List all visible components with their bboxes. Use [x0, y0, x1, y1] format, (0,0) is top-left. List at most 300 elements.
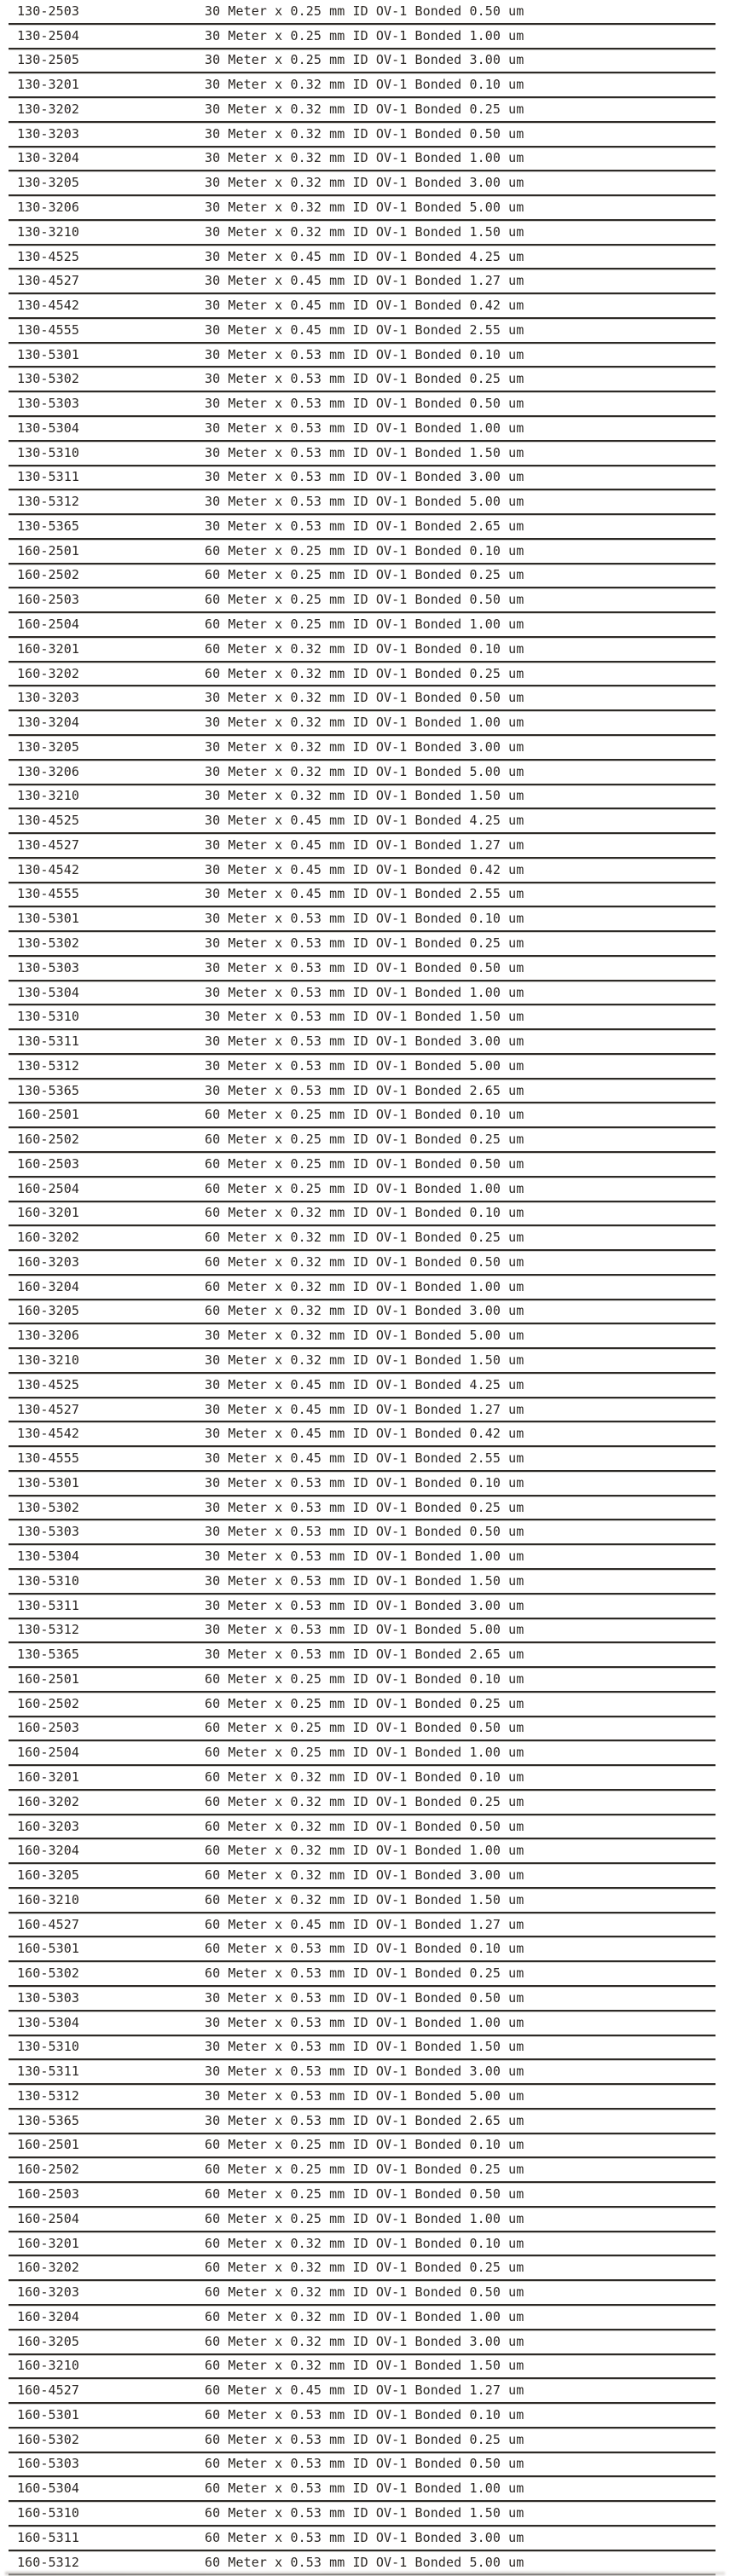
table-row	[9, 246, 716, 270]
description-cell: 30 Meter x 0.53 mm ID OV-1 Bonded 5.00 um	[205, 1622, 524, 1638]
part-number-cell: 160-2501	[17, 1107, 80, 1123]
description-cell: 60 Meter x 0.32 mm ID OV-1 Bonded 0.10 um	[205, 1769, 524, 1785]
description-cell: 30 Meter x 0.53 mm ID OV-1 Bonded 1.00 um	[205, 2014, 524, 2030]
description-cell: 30 Meter x 0.32 mm ID OV-1 Bonded 5.00 um	[205, 1328, 524, 1344]
description-cell: 30 Meter x 0.45 mm ID OV-1 Bonded 2.55 um	[205, 1450, 524, 1467]
description-cell: 30 Meter x 0.45 mm ID OV-1 Bonded 4.25 um	[205, 813, 524, 829]
table-row	[9, 1545, 716, 1570]
part-number-cell: 130-5312	[17, 1622, 80, 1638]
table-row	[9, 368, 716, 392]
table-row	[9, 1030, 716, 1055]
description-cell: 30 Meter x 0.25 mm ID OV-1 Bonded 1.00 um	[205, 27, 524, 43]
description-cell: 60 Meter x 0.25 mm ID OV-1 Bonded 1.00 um	[205, 1745, 524, 1761]
table-row	[9, 785, 716, 810]
part-number-cell: 130-3210	[17, 223, 80, 240]
table-row	[9, 1128, 716, 1153]
part-number-cell: 160-2504	[17, 617, 80, 633]
description-cell: 30 Meter x 0.53 mm ID OV-1 Bonded 0.50 um	[205, 1989, 524, 2006]
table-row	[9, 1987, 716, 2012]
part-number-cell: 160-3201	[17, 640, 80, 657]
part-number-cell: 130-5312	[17, 494, 80, 510]
table-row	[9, 1422, 716, 1447]
part-number-cell: 160-3202	[17, 2260, 80, 2276]
description-cell: 60 Meter x 0.32 mm ID OV-1 Bonded 0.50 um	[205, 1253, 524, 1270]
description-cell: 30 Meter x 0.53 mm ID OV-1 Bonded 2.65 um	[205, 1647, 524, 1663]
description-cell: 30 Meter x 0.25 mm ID OV-1 Bonded 0.50 um	[205, 3, 524, 19]
table-row	[9, 1398, 716, 1423]
part-number-cell: 130-4542	[17, 861, 80, 877]
description-cell: 30 Meter x 0.53 mm ID OV-1 Bonded 0.25 um	[205, 1499, 524, 1515]
part-number-cell: 160-3210	[17, 2358, 80, 2374]
part-number-cell: 160-3202	[17, 665, 80, 681]
table-row	[9, 0, 716, 25]
part-number-cell: 130-5312	[17, 1057, 80, 1074]
description-cell: 30 Meter x 0.45 mm ID OV-1 Bonded 4.25 um	[205, 248, 524, 264]
description-cell: 30 Meter x 0.53 mm ID OV-1 Bonded 2.65 um	[205, 1082, 524, 1098]
description-cell: 60 Meter x 0.53 mm ID OV-1 Bonded 3.00 um	[205, 2529, 524, 2545]
description-cell: 30 Meter x 0.32 mm ID OV-1 Bonded 5.00 um	[205, 200, 524, 215]
price-table	[9, 0, 716, 2575]
description-cell: 30 Meter x 0.53 mm ID OV-1 Bonded 1.50 um	[205, 1009, 524, 1025]
description-cell: 60 Meter x 0.32 mm ID OV-1 Bonded 3.00 um	[205, 2333, 524, 2349]
description-cell: 60 Meter x 0.25 mm ID OV-1 Bonded 0.10 um	[205, 1670, 524, 1687]
description-cell: 30 Meter x 0.32 mm ID OV-1 Bonded 0.10 um	[205, 77, 524, 93]
part-number-cell: 130-5301	[17, 346, 80, 362]
part-number-cell: 160-3201	[17, 1769, 80, 1785]
part-number-cell: 160-2501	[17, 1670, 80, 1687]
table-row	[9, 2085, 716, 2110]
part-number-cell: 130-5311	[17, 1597, 80, 1613]
description-cell: 30 Meter x 0.32 mm ID OV-1 Bonded 1.00 um	[205, 715, 524, 731]
description-cell: 60 Meter x 0.53 mm ID OV-1 Bonded 1.00 um	[205, 2480, 524, 2497]
description-cell: 30 Meter x 0.53 mm ID OV-1 Bonded 5.00 um	[205, 494, 524, 510]
table-row	[9, 736, 716, 761]
table-row	[9, 196, 716, 221]
table-row	[9, 2060, 716, 2085]
table-row	[9, 761, 716, 785]
part-number-cell: 130-5304	[17, 420, 80, 436]
table-row	[9, 1864, 716, 1889]
part-number-cell: 130-5303	[17, 396, 80, 412]
part-number-cell: 130-4555	[17, 321, 80, 338]
description-cell: 30 Meter x 0.32 mm ID OV-1 Bonded 0.50 um	[205, 690, 524, 706]
description-cell: 60 Meter x 0.32 mm ID OV-1 Bonded 1.50 um	[205, 2358, 524, 2374]
description-cell: 60 Meter x 0.25 mm ID OV-1 Bonded 0.25 um	[205, 1132, 524, 1148]
table-row	[9, 2110, 716, 2134]
description-cell: 30 Meter x 0.45 mm ID OV-1 Bonded 0.42 um	[205, 298, 524, 314]
part-number-cell: 130-3203	[17, 690, 80, 706]
part-number-cell: 130-5301	[17, 1474, 80, 1491]
part-number-cell: 160-3201	[17, 2235, 80, 2251]
part-number-cell: 160-5301	[17, 1941, 80, 1957]
scan-edge-artifact	[5, 2572, 725, 2575]
part-number-cell: 130-4525	[17, 813, 80, 829]
part-number-cell: 130-5310	[17, 2039, 80, 2055]
part-number-cell: 130-3210	[17, 1352, 80, 1368]
table-row	[9, 540, 716, 564]
table-row	[9, 834, 716, 859]
table-row	[9, 2256, 716, 2281]
part-number-cell: 130-5304	[17, 1548, 80, 1565]
description-cell: 30 Meter x 0.53 mm ID OV-1 Bonded 1.00 um	[205, 420, 524, 436]
part-number-cell: 130-5311	[17, 2064, 80, 2080]
part-number-cell: 130-4525	[17, 248, 80, 264]
description-cell: 60 Meter x 0.32 mm ID OV-1 Bonded 0.50 um	[205, 1818, 524, 1834]
part-number-cell: 130-3203	[17, 125, 80, 142]
description-cell: 60 Meter x 0.32 mm ID OV-1 Bonded 0.10 um	[205, 640, 524, 657]
description-cell: 60 Meter x 0.25 mm ID OV-1 Bonded 0.25 um	[205, 567, 524, 583]
description-cell: 30 Meter x 0.53 mm ID OV-1 Bonded 2.65 um	[205, 518, 524, 534]
part-number-cell: 160-3205	[17, 2333, 80, 2349]
table-row	[9, 1496, 716, 1521]
part-number-cell: 160-5310	[17, 2504, 80, 2521]
part-number-cell: 130-5302	[17, 1499, 80, 1515]
description-cell: 30 Meter x 0.45 mm ID OV-1 Bonded 2.55 um	[205, 321, 524, 338]
description-cell: 30 Meter x 0.53 mm ID OV-1 Bonded 5.00 um	[205, 1057, 524, 1074]
table-row	[9, 123, 716, 148]
description-cell: 30 Meter x 0.32 mm ID OV-1 Bonded 3.00 um	[205, 175, 524, 191]
part-number-cell: 130-4542	[17, 298, 80, 314]
part-number-cell: 130-4527	[17, 836, 80, 853]
table-row	[9, 148, 716, 172]
table-row	[9, 1251, 716, 1276]
table-row	[9, 2134, 716, 2159]
table-row	[9, 907, 716, 932]
description-cell: 60 Meter x 0.32 mm ID OV-1 Bonded 0.10 um	[205, 2235, 524, 2251]
description-cell: 60 Meter x 0.32 mm ID OV-1 Bonded 1.00 um	[205, 1278, 524, 1294]
part-number-cell: 130-5365	[17, 518, 80, 534]
table-row	[9, 1178, 716, 1202]
table-row	[9, 588, 716, 613]
description-cell: 30 Meter x 0.53 mm ID OV-1 Bonded 0.25 um	[205, 371, 524, 387]
description-cell: 60 Meter x 0.25 mm ID OV-1 Bonded 0.50 um	[205, 2186, 524, 2203]
description-cell: 60 Meter x 0.25 mm ID OV-1 Bonded 1.00 um	[205, 2210, 524, 2226]
description-cell: 60 Meter x 0.25 mm ID OV-1 Bonded 0.25 um	[205, 1695, 524, 1711]
part-number-cell: 130-5304	[17, 984, 80, 1000]
table-row	[9, 98, 716, 123]
description-cell: 60 Meter x 0.32 mm ID OV-1 Bonded 0.25 um	[205, 2260, 524, 2276]
table-row	[9, 1570, 716, 1595]
table-row	[9, 981, 716, 1006]
description-cell: 30 Meter x 0.53 mm ID OV-1 Bonded 3.00 um	[205, 469, 524, 485]
part-number-cell: 130-3202	[17, 101, 80, 117]
part-number-cell: 160-2501	[17, 2137, 80, 2153]
part-number-cell: 130-5365	[17, 2112, 80, 2128]
part-number-cell: 160-2503	[17, 1720, 80, 1736]
description-cell: 60 Meter x 0.32 mm ID OV-1 Bonded 1.50 um	[205, 1891, 524, 1907]
description-cell: 30 Meter x 0.32 mm ID OV-1 Bonded 5.00 um	[205, 763, 524, 779]
part-number-cell: 160-5303	[17, 2456, 80, 2472]
table-row	[9, 1447, 716, 1472]
table-row	[9, 1080, 716, 1104]
part-number-cell: 160-3203	[17, 2284, 80, 2301]
part-number-cell: 160-5312	[17, 2554, 80, 2570]
part-number-cell: 160-2503	[17, 2186, 80, 2203]
part-number-cell: 130-3201	[17, 77, 80, 93]
description-cell: 60 Meter x 0.53 mm ID OV-1 Bonded 0.25 um	[205, 2431, 524, 2447]
table-row	[9, 1005, 716, 1030]
part-number-cell: 160-3202	[17, 1793, 80, 1809]
description-cell: 30 Meter x 0.32 mm ID OV-1 Bonded 3.00 um	[205, 738, 524, 755]
table-row	[9, 2232, 716, 2257]
description-cell: 30 Meter x 0.32 mm ID OV-1 Bonded 1.50 um	[205, 788, 524, 804]
table-row	[9, 1937, 716, 1962]
description-cell: 60 Meter x 0.32 mm ID OV-1 Bonded 0.25 um	[205, 1793, 524, 1809]
part-number-cell: 160-5302	[17, 1965, 80, 1982]
part-number-cell: 130-4525	[17, 1376, 80, 1392]
table-row	[9, 883, 716, 908]
table-row	[9, 2012, 716, 2036]
part-number-cell: 160-2502	[17, 1695, 80, 1711]
table-row	[9, 1472, 716, 1496]
part-number-cell: 160-3204	[17, 1278, 80, 1294]
part-number-cell: 130-5302	[17, 935, 80, 951]
table-row	[9, 1202, 716, 1227]
description-cell: 30 Meter x 0.53 mm ID OV-1 Bonded 0.50 um	[205, 959, 524, 975]
part-number-cell: 160-3201	[17, 1205, 80, 1221]
part-number-cell: 160-2504	[17, 2210, 80, 2226]
part-number-cell: 160-3204	[17, 2308, 80, 2324]
description-cell: 60 Meter x 0.25 mm ID OV-1 Bonded 0.50 um	[205, 1720, 524, 1736]
table-row	[9, 663, 716, 687]
description-cell: 30 Meter x 0.32 mm ID OV-1 Bonded 1.00 um	[205, 150, 524, 166]
table-row	[9, 809, 716, 834]
table-row	[9, 1619, 716, 1644]
part-number-cell: 130-3205	[17, 175, 80, 191]
description-cell: 30 Meter x 0.53 mm ID OV-1 Bonded 1.00 um	[205, 1548, 524, 1565]
part-number-cell: 160-5304	[17, 2480, 80, 2497]
description-cell: 60 Meter x 0.53 mm ID OV-1 Bonded 1.50 um	[205, 2504, 524, 2521]
description-cell: 60 Meter x 0.53 mm ID OV-1 Bonded 0.10 um	[205, 1941, 524, 1957]
table-row	[9, 1300, 716, 1325]
description-cell: 60 Meter x 0.25 mm ID OV-1 Bonded 0.10 um	[205, 2137, 524, 2153]
description-cell: 60 Meter x 0.32 mm ID OV-1 Bonded 0.50 um	[205, 2284, 524, 2301]
table-row	[9, 417, 716, 442]
table-row	[9, 1766, 716, 1791]
description-cell: 60 Meter x 0.25 mm ID OV-1 Bonded 0.10 um	[205, 1107, 524, 1123]
description-cell: 30 Meter x 0.53 mm ID OV-1 Bonded 1.50 um	[205, 1572, 524, 1589]
table-row	[9, 1668, 716, 1693]
description-cell: 60 Meter x 0.25 mm ID OV-1 Bonded 0.25 um	[205, 2162, 524, 2178]
part-number-cell: 160-5302	[17, 2431, 80, 2447]
table-row	[9, 344, 716, 368]
description-cell: 60 Meter x 0.32 mm ID OV-1 Bonded 0.25 um	[205, 1230, 524, 1246]
part-number-cell: 130-4555	[17, 1450, 80, 1467]
table-row	[9, 49, 716, 74]
description-cell: 60 Meter x 0.25 mm ID OV-1 Bonded 1.00 um	[205, 617, 524, 633]
table-row	[9, 490, 716, 515]
table-row	[9, 2502, 716, 2527]
description-cell: 30 Meter x 0.25 mm ID OV-1 Bonded 3.00 um	[205, 52, 524, 68]
part-number-cell: 130-5310	[17, 1572, 80, 1589]
table-row	[9, 1962, 716, 1987]
description-cell: 30 Meter x 0.53 mm ID OV-1 Bonded 3.00 um	[205, 1033, 524, 1050]
description-cell: 60 Meter x 0.32 mm ID OV-1 Bonded 0.10 um	[205, 1205, 524, 1221]
description-cell: 30 Meter x 0.53 mm ID OV-1 Bonded 1.00 um	[205, 984, 524, 1000]
table-row	[9, 2183, 716, 2208]
part-number-cell: 160-3205	[17, 1867, 80, 1884]
table-row	[9, 957, 716, 981]
part-number-cell: 130-2503	[17, 3, 80, 19]
table-row	[9, 932, 716, 957]
part-number-cell: 130-5310	[17, 1009, 80, 1025]
table-row	[9, 466, 716, 491]
part-number-cell: 130-5311	[17, 469, 80, 485]
table-row	[9, 1349, 716, 1374]
part-number-cell: 130-4527	[17, 1401, 80, 1417]
table-row	[9, 1226, 716, 1251]
table-row	[9, 2330, 716, 2355]
table-row	[9, 2355, 716, 2380]
description-cell: 30 Meter x 0.53 mm ID OV-1 Bonded 0.25 um	[205, 935, 524, 951]
part-number-cell: 130-5312	[17, 2087, 80, 2104]
part-number-cell: 130-4542	[17, 1426, 80, 1442]
description-cell: 60 Meter x 0.25 mm ID OV-1 Bonded 0.10 um	[205, 542, 524, 559]
part-number-cell: 130-5365	[17, 1647, 80, 1663]
description-cell: 30 Meter x 0.53 mm ID OV-1 Bonded 1.50 um	[205, 444, 524, 460]
description-cell: 60 Meter x 0.45 mm ID OV-1 Bonded 1.27 um	[205, 2382, 524, 2399]
table-row	[9, 25, 716, 49]
table-row	[9, 1717, 716, 1742]
part-number-cell: 160-2502	[17, 567, 80, 583]
part-number-cell: 160-3203	[17, 1253, 80, 1270]
table-row	[9, 73, 716, 98]
description-cell: 30 Meter x 0.32 mm ID OV-1 Bonded 0.50 um	[205, 125, 524, 142]
part-number-cell: 130-2504	[17, 27, 80, 43]
table-row	[9, 686, 716, 711]
table-row	[9, 2404, 716, 2428]
part-number-cell: 130-2505	[17, 52, 80, 68]
table-row	[9, 269, 716, 294]
table-row	[9, 1153, 716, 1178]
part-number-cell: 130-3210	[17, 788, 80, 804]
table-row	[9, 613, 716, 638]
table-row	[9, 221, 716, 246]
description-cell: 30 Meter x 0.53 mm ID OV-1 Bonded 3.00 um	[205, 2064, 524, 2080]
table-row	[9, 2428, 716, 2453]
table-row	[9, 2208, 716, 2232]
description-cell: 30 Meter x 0.32 mm ID OV-1 Bonded 1.50 um	[205, 223, 524, 240]
part-number-cell: 130-5304	[17, 2014, 80, 2030]
table-row	[9, 1913, 716, 1938]
part-number-cell: 160-5311	[17, 2529, 80, 2545]
part-number-cell: 130-5365	[17, 1082, 80, 1098]
description-cell: 30 Meter x 0.45 mm ID OV-1 Bonded 0.42 um	[205, 1426, 524, 1442]
part-number-cell: 160-3203	[17, 1818, 80, 1834]
description-cell: 30 Meter x 0.53 mm ID OV-1 Bonded 0.50 um	[205, 396, 524, 412]
table-row	[9, 1324, 716, 1349]
table-row	[9, 2158, 716, 2183]
table-row	[9, 1815, 716, 1840]
table-row	[9, 319, 716, 344]
part-number-cell: 130-4527	[17, 273, 80, 289]
table-row	[9, 859, 716, 883]
part-number-cell: 130-3204	[17, 150, 80, 166]
description-cell: 60 Meter x 0.53 mm ID OV-1 Bonded 0.25 um	[205, 1965, 524, 1982]
description-cell: 30 Meter x 0.53 mm ID OV-1 Bonded 5.00 um	[205, 2087, 524, 2104]
description-cell: 30 Meter x 0.53 mm ID OV-1 Bonded 3.00 um	[205, 1597, 524, 1613]
part-number-cell: 160-2503	[17, 592, 80, 608]
description-cell: 60 Meter x 0.32 mm ID OV-1 Bonded 1.00 um	[205, 2308, 524, 2324]
description-cell: 30 Meter x 0.45 mm ID OV-1 Bonded 1.27 um	[205, 1401, 524, 1417]
description-cell: 30 Meter x 0.45 mm ID OV-1 Bonded 1.27 um	[205, 836, 524, 853]
part-number-cell: 160-2504	[17, 1180, 80, 1196]
table-row	[9, 392, 716, 417]
part-number-cell: 130-5303	[17, 959, 80, 975]
description-cell: 60 Meter x 0.32 mm ID OV-1 Bonded 3.00 um	[205, 1867, 524, 1884]
description-cell: 60 Meter x 0.32 mm ID OV-1 Bonded 3.00 um	[205, 1303, 524, 1319]
description-cell: 60 Meter x 0.25 mm ID OV-1 Bonded 0.50 um	[205, 1155, 524, 1172]
description-cell: 30 Meter x 0.45 mm ID OV-1 Bonded 1.27 um	[205, 273, 524, 289]
table-row	[9, 1374, 716, 1398]
part-number-cell: 130-5310	[17, 444, 80, 460]
table-row	[9, 1103, 716, 1128]
description-cell: 30 Meter x 0.53 mm ID OV-1 Bonded 0.50 um	[205, 1524, 524, 1540]
table-row	[9, 2036, 716, 2061]
part-number-cell: 130-3204	[17, 715, 80, 731]
part-number-cell: 160-3210	[17, 1891, 80, 1907]
description-cell: 30 Meter x 0.32 mm ID OV-1 Bonded 1.50 um	[205, 1352, 524, 1368]
description-cell: 30 Meter x 0.32 mm ID OV-1 Bonded 0.25 um	[205, 101, 524, 117]
table-row	[9, 442, 716, 466]
table-row	[9, 1791, 716, 1815]
part-number-cell: 130-3206	[17, 1328, 80, 1344]
description-cell: 60 Meter x 0.53 mm ID OV-1 Bonded 0.50 um	[205, 2456, 524, 2472]
description-cell: 60 Meter x 0.53 mm ID OV-1 Bonded 5.00 um	[205, 2554, 524, 2570]
table-row	[9, 1595, 716, 1619]
part-number-cell: 130-4555	[17, 886, 80, 902]
description-cell: 60 Meter x 0.25 mm ID OV-1 Bonded 0.50 um	[205, 592, 524, 608]
table-row	[9, 2379, 716, 2404]
table-row	[9, 2477, 716, 2502]
table-row	[9, 2281, 716, 2306]
table-row	[9, 2453, 716, 2478]
table-row	[9, 564, 716, 589]
description-cell: 60 Meter x 0.32 mm ID OV-1 Bonded 0.25 um	[205, 665, 524, 681]
part-number-cell: 160-5301	[17, 2406, 80, 2423]
table-row	[9, 1520, 716, 1545]
part-number-cell: 160-4527	[17, 1916, 80, 1932]
part-number-cell: 160-2502	[17, 1132, 80, 1148]
description-cell: 30 Meter x 0.53 mm ID OV-1 Bonded 1.50 um	[205, 2039, 524, 2055]
description-cell: 30 Meter x 0.45 mm ID OV-1 Bonded 2.55 um	[205, 886, 524, 902]
table-row	[9, 1643, 716, 1668]
table-row	[9, 515, 716, 540]
description-cell: 60 Meter x 0.25 mm ID OV-1 Bonded 1.00 um	[205, 1180, 524, 1196]
part-number-cell: 160-3202	[17, 1230, 80, 1246]
description-cell: 30 Meter x 0.53 mm ID OV-1 Bonded 0.10 um	[205, 346, 524, 362]
table-row	[9, 1839, 716, 1864]
table-row	[9, 638, 716, 663]
part-number-cell: 160-2502	[17, 2162, 80, 2178]
table-row	[9, 1741, 716, 1766]
description-cell: 30 Meter x 0.53 mm ID OV-1 Bonded 0.10 um	[205, 1474, 524, 1491]
part-number-cell: 130-5303	[17, 1524, 80, 1540]
table-row	[9, 1693, 716, 1717]
part-number-cell: 130-5302	[17, 371, 80, 387]
description-cell: 60 Meter x 0.32 mm ID OV-1 Bonded 1.00 um	[205, 1843, 524, 1859]
part-number-cell: 160-2501	[17, 542, 80, 559]
description-cell: 30 Meter x 0.45 mm ID OV-1 Bonded 4.25 um	[205, 1376, 524, 1392]
part-number-cell: 160-3204	[17, 1843, 80, 1859]
part-number-cell: 130-5301	[17, 911, 80, 927]
part-number-cell: 160-3205	[17, 1303, 80, 1319]
table-row	[9, 294, 716, 319]
table-row	[9, 2306, 716, 2330]
part-number-cell: 130-3206	[17, 200, 80, 215]
description-cell: 30 Meter x 0.45 mm ID OV-1 Bonded 0.42 um	[205, 861, 524, 877]
part-number-cell: 160-4527	[17, 2382, 80, 2399]
